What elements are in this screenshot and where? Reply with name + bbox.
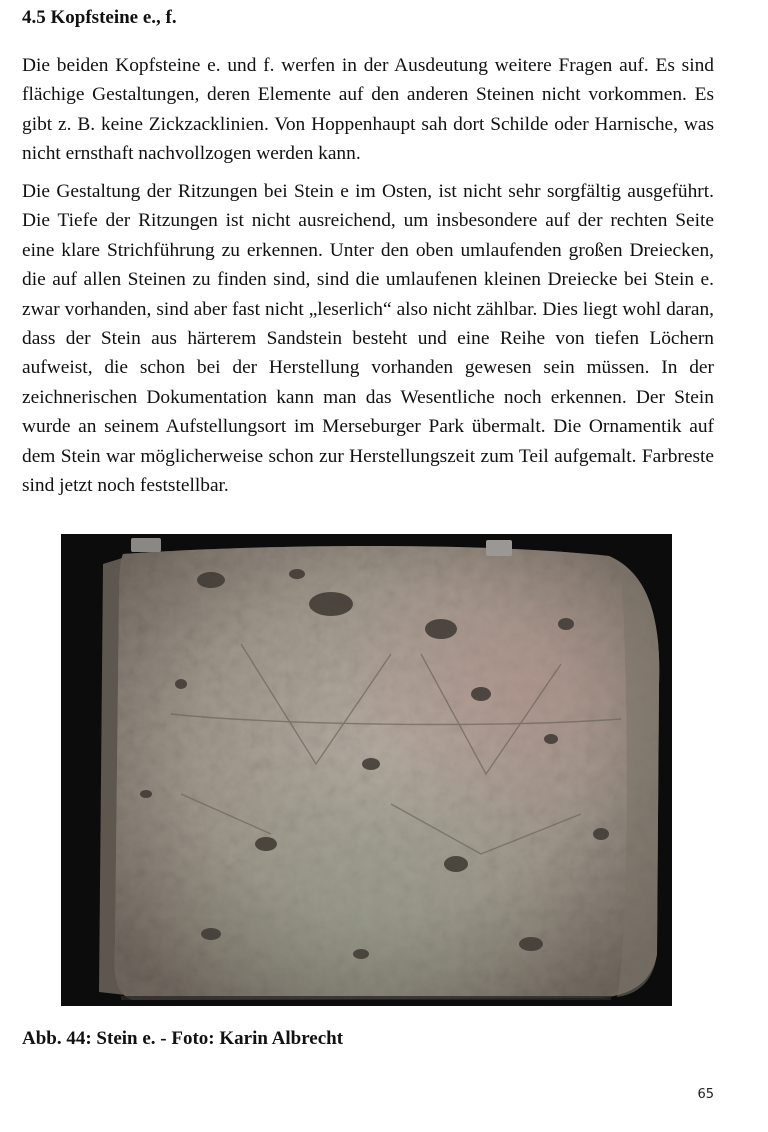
figure-caption: Abb. 44: Stein e. - Foto: Karin Albrecht	[22, 1028, 344, 1049]
page-number: 65	[697, 1087, 714, 1102]
section-heading: 4.5 Kopfsteine e., f.	[22, 7, 177, 28]
stone-photo	[61, 534, 672, 1006]
stone-photo-graphic	[61, 534, 672, 1006]
paragraph-2: Die Gestaltung der Ritzungen bei Stein e im Osten, ist nicht sehr sorgfältig ausgeführt. Die Tiefe der Ritzungen ist nicht ausreichend, um insbesondere auf der rechten Seite eine klare Strichführung zu erkennen. Unter den oben umlaufenden großen Dreiecken, die auf allen Steinen zu finden sind, sind die umlaufenen kleinen Dreiecke bei Stein e. zwar vorhanden, sind aber fast nicht „leserlich“ also nicht zählbar. Dies liegt wohl daran, dass der Stein aus härterem Sandstein besteht und eine Reihe von tiefen Löchern aufweist, die schon bei der Herstellung vorhanden gewesen sein müssen. In der zeichnerischen Dokumentation kann man das Wesentliche noch erkennen. Der Stein wurde an seinem Aufstellungsort im Merseburger Park übermalt. Die Ornamentik auf dem Stein war möglicherweise schon zur Herstellungszeit zum Teil aufgemalt. Farbreste sind jetzt noch feststellbar.	[22, 181, 714, 497]
paragraph-1: Die beiden Kopfsteine e. und f. werfen in der Ausdeutung weitere Fragen auf. Es sind flächige Gestaltungen, deren Elemente auf den anderen Steinen nicht vorkommen. Es gibt z. B. keine Zickzacklinien. Von Hoppenhaupt sah dort Schilde oder Harnische, was nicht ernsthaft nachvollzogen werden kann.	[22, 55, 714, 165]
